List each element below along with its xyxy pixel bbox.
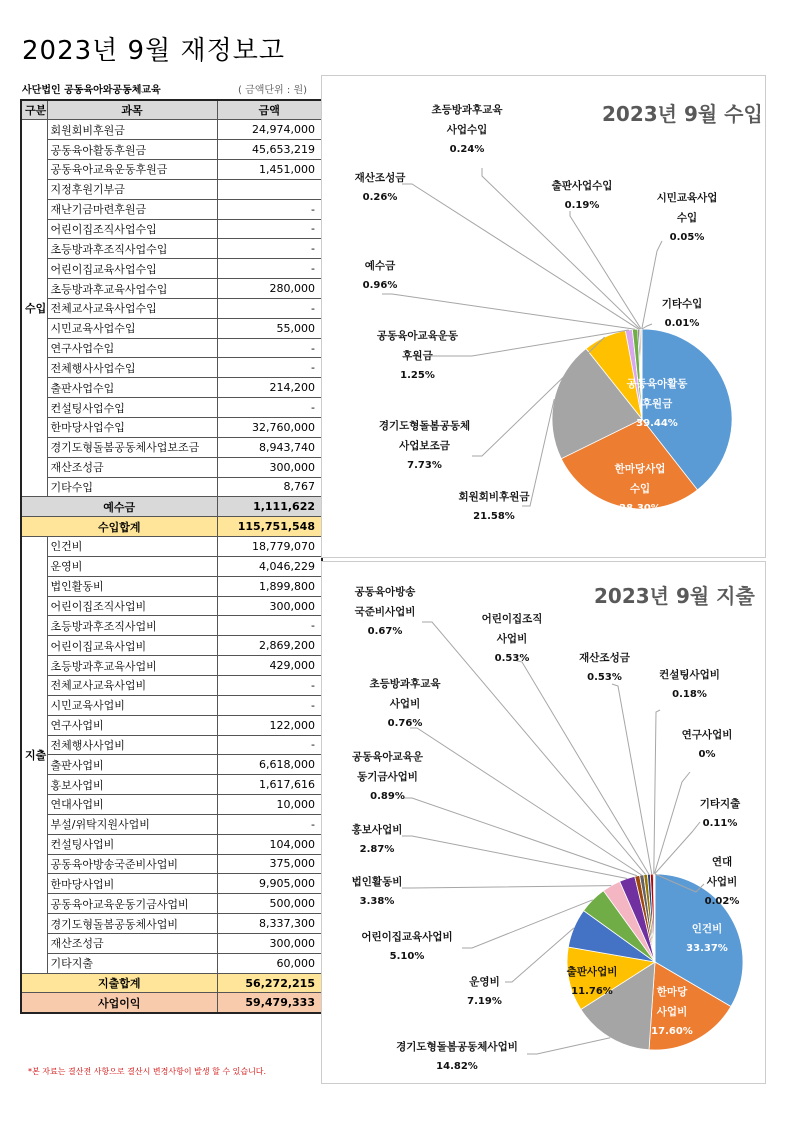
income-item: 시민교육사업수입 — [47, 318, 217, 338]
slice-label-line: 수입 — [676, 212, 698, 224]
expense-item: 공동육아방송국준비사업비 — [47, 854, 217, 874]
slice-label-line: 법인활동비 — [351, 876, 403, 888]
expense-item: 시민교육사업비 — [47, 695, 217, 715]
income-item: 연구사업수입 — [47, 338, 217, 358]
expense-row — [21, 755, 322, 775]
expense-row — [21, 854, 322, 874]
slice-label-line: 0.24% — [449, 144, 485, 155]
income-item: 지정후원기부금 — [47, 179, 217, 199]
income-item: 전체교사교육사업수입 — [47, 298, 217, 318]
slice-label-line: 기타수입 — [661, 298, 703, 310]
slice-label-line: 33.37% — [686, 943, 728, 954]
deposit-amount: 1,111,622 — [217, 497, 322, 517]
slice-label-line: 사업비 — [706, 876, 738, 888]
income-item: 재난기금마련후원금 — [47, 199, 217, 219]
expense-row — [21, 874, 322, 894]
slice-label-line: 0.76% — [387, 718, 423, 729]
slice-label-line: 사업비 — [496, 633, 528, 645]
slice-label-line: 0.05% — [669, 232, 705, 243]
expense-amount: 300,000 — [217, 933, 322, 953]
income-amount: - — [217, 259, 322, 279]
income-row — [21, 219, 322, 239]
income-amount: - — [217, 298, 322, 318]
organization-name: 사단법인 공동육아와공동체교육 — [22, 85, 161, 96]
leader-line — [570, 211, 641, 329]
slice-label-line: 국준비사업비 — [354, 606, 416, 618]
slice-label — [682, 852, 762, 912]
slice-label — [350, 256, 410, 296]
slice-label-line: 17.60% — [651, 1026, 693, 1037]
expense-row — [21, 576, 322, 596]
expense-amount: 500,000 — [217, 894, 322, 914]
income-item: 초등방과후조직사업수입 — [47, 239, 217, 259]
income-item: 회원회비후원금 — [47, 120, 217, 140]
slice-label — [352, 416, 497, 476]
expense-item: 공동육아교육운동기금사업비 — [47, 894, 217, 914]
income-amount: 8,767 — [217, 477, 322, 497]
slice-label — [590, 459, 690, 519]
expense-amount: 6,618,000 — [217, 755, 322, 775]
income-amount — [217, 179, 322, 199]
income-row — [21, 179, 322, 199]
income-amount: 55,000 — [217, 318, 322, 338]
slice-label — [647, 188, 727, 248]
slice-label-line: 공동육아교육운동 — [376, 330, 459, 342]
slice-label-line: 운영비 — [469, 976, 500, 988]
income-row — [21, 477, 322, 497]
slice-label-line: 예수금 — [364, 260, 396, 272]
expense-amount: 8,337,300 — [217, 914, 322, 934]
slice-label-line: 회원회비후원금 — [458, 491, 530, 503]
expense-amount: 4,046,229 — [217, 556, 322, 576]
slice-label — [330, 582, 440, 642]
expense-total-label: 지출합계 — [21, 973, 217, 993]
income-item: 기타수입 — [47, 477, 217, 497]
slice-label-line: 1.25% — [400, 370, 435, 381]
slice-label-line: 0.53% — [494, 653, 530, 664]
expense-amount: 18,779,070 — [217, 537, 322, 557]
income-row — [21, 279, 322, 299]
income-row — [21, 358, 322, 378]
slice-label-line: 0.18% — [672, 689, 707, 700]
expense-amount: 104,000 — [217, 834, 322, 854]
slice-label — [647, 665, 732, 705]
slice-label — [677, 919, 737, 959]
expense-item: 전체행사사업비 — [47, 735, 217, 755]
slice-label — [562, 648, 647, 688]
expense-row — [21, 656, 322, 676]
income-item: 공동육아활동후원금 — [47, 140, 217, 160]
income-amount: 300,000 — [217, 457, 322, 477]
expense-item: 연대사업비 — [47, 795, 217, 815]
income-amount: - — [217, 358, 322, 378]
slice-label — [342, 820, 412, 860]
income-row — [21, 378, 322, 398]
slice-label — [412, 100, 522, 160]
income-row — [21, 418, 322, 438]
income-item: 출판사업수입 — [47, 378, 217, 398]
expense-amount: - — [217, 695, 322, 715]
slice-label — [642, 982, 702, 1042]
slice-label-line: 공동육아활동 — [626, 378, 688, 390]
slice-label-line: 0% — [698, 749, 716, 760]
income-amount: 214,200 — [217, 378, 322, 398]
expense-item: 전체교사교육사업비 — [47, 675, 217, 695]
slice-label-line: 39.44% — [636, 418, 678, 429]
expense-amount: - — [217, 675, 322, 695]
slice-label-line: 사업수입 — [446, 124, 488, 136]
slice-label — [342, 927, 472, 967]
slice-label — [680, 794, 760, 834]
income-amount: 280,000 — [217, 279, 322, 299]
expense-amount: 1,617,616 — [217, 775, 322, 795]
slice-label-line: 컨설팅사업비 — [659, 669, 720, 681]
income-item: 재산조성금 — [47, 457, 217, 477]
slice-label — [340, 168, 420, 208]
expense-group-label: 지출 — [21, 537, 47, 974]
slice-label-line: 0.19% — [564, 200, 600, 211]
amount-unit: ( 금액단위 : 원) — [238, 85, 308, 96]
slice-label-line: 한마당사업 — [614, 463, 666, 475]
income-item: 한마당사업수입 — [47, 418, 217, 438]
slice-label — [537, 176, 627, 216]
slice-label-line: 0.53% — [587, 672, 622, 683]
slice-label-line: 출판사업수입 — [551, 180, 613, 192]
expense-item: 어린이집조직사업비 — [47, 596, 217, 616]
income-row — [21, 338, 322, 358]
expense-amount: 2,869,200 — [217, 636, 322, 656]
income-row — [21, 318, 322, 338]
slice-label — [462, 609, 562, 669]
slice-label-line: 재산조성금 — [354, 172, 406, 184]
slice-label — [350, 326, 485, 386]
finance-table — [20, 99, 323, 1014]
expense-amount: 10,000 — [217, 795, 322, 815]
slice-label-line: 2.87% — [359, 844, 395, 855]
slice-label-line: 21.58% — [473, 511, 515, 522]
slice-label-line: 0.11% — [702, 818, 738, 829]
slice-label-line: 0.89% — [370, 791, 405, 802]
slice-label-line: 시민교육사업 — [656, 192, 718, 204]
slice-label-line: 28.30% — [619, 503, 661, 514]
expense-row — [21, 636, 322, 656]
slice-label-line: 3.38% — [359, 896, 395, 907]
slice-label-line: 어린이집교육사업비 — [361, 931, 453, 943]
expense-row — [21, 616, 322, 636]
expense-total-amount: 56,272,215 — [217, 973, 322, 993]
expense-item: 경기도형돌봄공동체사업비 — [47, 914, 217, 934]
income-row — [21, 437, 322, 457]
slice-label-line: 연대 — [711, 856, 733, 868]
slice-label-line: 0.96% — [362, 280, 398, 291]
income-amount: - — [217, 219, 322, 239]
slice-label-line: 공동육아방송 — [354, 586, 416, 598]
expense-row — [21, 695, 322, 715]
expense-item: 재산조성금 — [47, 933, 217, 953]
expense-row — [21, 894, 322, 914]
leader-line — [514, 660, 649, 874]
expense-chart-title: 2023년 9월 지출 — [594, 584, 755, 608]
expense-total-row — [21, 973, 322, 993]
slice-label-line: 0.67% — [367, 626, 403, 637]
profit-label: 사업이익 — [21, 993, 217, 1013]
slice-label-line: 홍보사업비 — [351, 824, 403, 836]
expense-row — [21, 795, 322, 815]
income-amount: - — [217, 239, 322, 259]
expense-item: 어린이집교육사업비 — [47, 636, 217, 656]
expense-item: 기타지출 — [47, 953, 217, 973]
expense-row — [21, 596, 322, 616]
expense-row — [21, 735, 322, 755]
income-amount: 32,760,000 — [217, 418, 322, 438]
slice-label-line: 사업비 — [389, 698, 421, 710]
expense-item: 연구사업비 — [47, 715, 217, 735]
income-amount: - — [217, 199, 322, 219]
income-row — [21, 398, 322, 418]
expense-row — [21, 715, 322, 735]
income-amount: 24,974,000 — [217, 120, 322, 140]
expense-row — [21, 834, 322, 854]
expense-row — [21, 775, 322, 795]
slice-label-line: 초등방과후교육 — [431, 104, 503, 116]
slice-label-line: 재산조성금 — [579, 652, 630, 664]
profit-row — [21, 993, 322, 1013]
income-item: 컨설팅사업수입 — [47, 398, 217, 418]
slice-label — [350, 674, 460, 734]
expense-amount: 300,000 — [217, 596, 322, 616]
expense-item: 초등방과후교육사업비 — [47, 656, 217, 676]
expense-row — [21, 953, 322, 973]
slice-label-line: 11.76% — [571, 986, 613, 997]
expense-item: 홍보사업비 — [47, 775, 217, 795]
leader-line — [402, 836, 627, 879]
leader-line — [404, 798, 637, 876]
expense-amount: 122,000 — [217, 715, 322, 735]
income-chart-panel — [321, 75, 766, 558]
income-amount: 1,451,000 — [217, 160, 322, 180]
income-amount: 45,653,219 — [217, 140, 322, 160]
income-row — [21, 199, 322, 219]
slice-label-line: 0.01% — [664, 318, 700, 329]
expense-item: 부설/위탁지원사업비 — [47, 814, 217, 834]
slice-label-line: 인건비 — [691, 923, 723, 935]
expense-chart-panel — [321, 561, 766, 1084]
slice-label — [602, 374, 712, 434]
leader-line — [654, 710, 660, 874]
expense-row — [21, 675, 322, 695]
slice-label-line: 초등방과후교육 — [369, 678, 441, 690]
income-row — [21, 457, 322, 477]
slice-label-line: 한마당 — [656, 986, 688, 998]
income-row — [21, 298, 322, 318]
slice-label-line: 수입 — [629, 483, 651, 495]
slice-label-line: 동기금사업비 — [357, 771, 418, 783]
expense-amount: 429,000 — [217, 656, 322, 676]
income-row — [21, 140, 322, 160]
expense-amount: 9,905,000 — [217, 874, 322, 894]
income-total-label: 수입합계 — [21, 517, 217, 537]
slice-label-line: 사업비 — [656, 1006, 688, 1018]
slice-label — [372, 1037, 542, 1077]
income-row — [21, 120, 322, 140]
expense-row — [21, 537, 322, 557]
expense-amount: - — [217, 616, 322, 636]
income-item: 경기도형돌봄공동체사업보조금 — [47, 437, 217, 457]
expense-item: 운영비 — [47, 556, 217, 576]
expense-row — [21, 556, 322, 576]
slice-label — [642, 294, 722, 334]
income-row — [21, 160, 322, 180]
expense-amount: 1,899,800 — [217, 576, 322, 596]
deposit-row — [21, 497, 322, 517]
income-group-label: 수입 — [21, 120, 47, 497]
expense-amount: - — [217, 814, 322, 834]
slice-label-line: 출판사업비 — [566, 966, 618, 978]
slice-label-line: 기타지출 — [699, 798, 741, 810]
income-row — [21, 239, 322, 259]
expense-row — [21, 914, 322, 934]
slice-label — [330, 747, 445, 807]
slice-label-line: 후원금 — [402, 350, 433, 362]
slice-label-line: 14.82% — [436, 1061, 478, 1072]
slice-label-line: 어린이집조직 — [481, 613, 543, 625]
slice-label-line: 공동육아교육운 — [351, 751, 423, 763]
slice-label-line: 후원금 — [641, 398, 673, 410]
expense-item: 출판사업비 — [47, 755, 217, 775]
income-item: 초등방과후교육사업수입 — [47, 279, 217, 299]
slice-label-line: 0.02% — [704, 896, 740, 907]
income-item: 어린이집조직사업수입 — [47, 219, 217, 239]
income-total-row — [21, 517, 322, 537]
column-header: 금액 — [217, 100, 322, 120]
slice-label-line: 7.73% — [407, 460, 442, 471]
expense-item: 법인활동비 — [47, 576, 217, 596]
slice-label — [342, 872, 412, 912]
slice-label-line: 사업보조금 — [399, 440, 450, 452]
slice-label — [552, 962, 632, 1002]
page-title: 2023년 9월 재정보고 — [22, 36, 285, 66]
expense-amount: 60,000 — [217, 953, 322, 973]
income-item: 공동육아교육운동후원금 — [47, 160, 217, 180]
column-header: 과목 — [47, 100, 217, 120]
leader-line — [382, 294, 635, 329]
income-item: 어린이집교육사업수입 — [47, 259, 217, 279]
slice-label-line: 연구사업비 — [681, 729, 733, 741]
column-header: 구분 — [21, 100, 47, 120]
expense-item: 인건비 — [47, 537, 217, 557]
expense-amount: 375,000 — [217, 854, 322, 874]
table-header — [21, 100, 322, 120]
income-item: 전체행사사업수입 — [47, 358, 217, 378]
slice-label — [457, 972, 512, 1012]
expense-item: 컨설팅사업비 — [47, 834, 217, 854]
slice-label-line: 5.10% — [389, 951, 425, 962]
slice-label-line: 경기도형돌봄공동체 — [378, 420, 471, 432]
expense-item: 초등방과후조직사업비 — [47, 616, 217, 636]
footnote: *본 자료는 결산전 사항으로 결산시 변경사항이 발생 할 수 있습니다. — [28, 1067, 267, 1076]
expense-row — [21, 814, 322, 834]
income-chart-title: 2023년 9월 수입 — [602, 102, 763, 126]
deposit-label: 예수금 — [21, 497, 217, 517]
expense-amount: - — [217, 735, 322, 755]
expense-item: 한마당사업비 — [47, 874, 217, 894]
leader-line — [402, 886, 611, 888]
income-total-amount: 115,751,548 — [217, 517, 322, 537]
income-amount: - — [217, 398, 322, 418]
income-row — [21, 259, 322, 279]
slice-label-line: 경기도형돌봄공동체사업비 — [396, 1041, 518, 1053]
income-amount: - — [217, 338, 322, 358]
profit-amount: 59,479,333 — [217, 993, 322, 1013]
slice-label-line: 7.19% — [467, 996, 502, 1007]
income-amount: 8,943,740 — [217, 437, 322, 457]
slice-label — [667, 725, 747, 765]
slice-label — [434, 487, 554, 527]
expense-row — [21, 933, 322, 953]
slice-label-line: 0.26% — [362, 192, 398, 203]
